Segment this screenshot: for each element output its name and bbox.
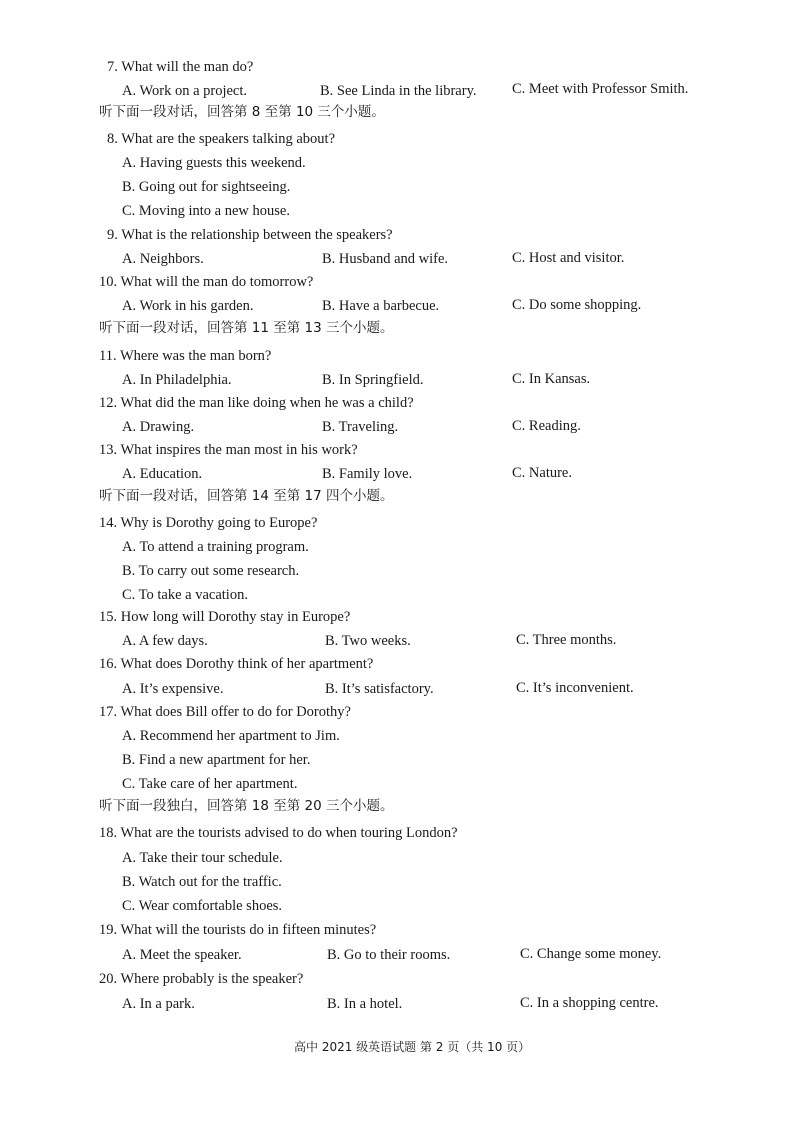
option-10b: B. Have a barbecue. bbox=[322, 298, 440, 314]
option-17b: B. Find a new apartment for her. bbox=[122, 752, 311, 768]
option-19c: C. Change some money. bbox=[520, 946, 662, 962]
option-16b: B. It’s satisfactory. bbox=[325, 681, 434, 697]
option-15a: A. A few days. bbox=[122, 633, 208, 649]
question-20: 20. Where probably is the speaker? bbox=[99, 971, 304, 987]
question-12: 12. What did the man like doing when he was a child? bbox=[99, 395, 414, 411]
option-7a: A. Work on a project. bbox=[122, 83, 248, 99]
option-8a: A. Having guests this weekend. bbox=[122, 155, 306, 171]
question-14: 14. Why is Dorothy going to Europe? bbox=[99, 515, 318, 531]
option-10a: A. Work in his garden. bbox=[122, 298, 254, 314]
question-11: 11. Where was the man born? bbox=[99, 348, 272, 364]
option-17a: A. Recommend her apartment to Jim. bbox=[122, 728, 340, 744]
option-17c: C. Take care of her apartment. bbox=[122, 776, 298, 792]
option-20b: B. In a hotel. bbox=[327, 996, 403, 1012]
option-12a: A. Drawing. bbox=[122, 419, 195, 435]
question-16: 16. What does Dorothy think of her apartment? bbox=[99, 656, 374, 672]
option-14b: B. To carry out some research. bbox=[122, 563, 300, 579]
option-18c: C. Wear comfortable shoes. bbox=[122, 898, 283, 914]
option-11b: B. In Springfield. bbox=[322, 372, 424, 388]
question-19: 19. What will the tourists do in fifteen minutes? bbox=[99, 922, 377, 938]
option-16a: A. It’s expensive. bbox=[122, 681, 224, 697]
option-13c: C. Nature. bbox=[512, 465, 572, 481]
page-footer: 高中 2021 级英语试题 第 2 页（共 10 页） bbox=[294, 1040, 531, 1054]
section-instruction: 听下面一段对话，回答第 11 至第 13 三个小题。 bbox=[99, 320, 394, 336]
section-instruction: 听下面一段对话，回答第 8 至第 10 三个小题。 bbox=[99, 104, 385, 120]
option-18a: A. Take their tour schedule. bbox=[122, 850, 283, 866]
section-instruction: 听下面一段独白，回答第 18 至第 20 三个小题。 bbox=[99, 798, 394, 814]
option-7b: B. See Linda in the library. bbox=[320, 83, 477, 99]
option-13b: B. Family love. bbox=[322, 466, 413, 482]
question-18: 18. What are the tourists advised to do when touring London? bbox=[99, 825, 458, 841]
option-14c: C. To take a vacation. bbox=[122, 587, 248, 603]
question-10: 10. What will the man do tomorrow? bbox=[99, 274, 314, 290]
option-15c: C. Three months. bbox=[516, 632, 617, 648]
option-12c: C. Reading. bbox=[512, 418, 581, 434]
question-9: 9. What is the relationship between the speakers? bbox=[107, 227, 393, 243]
section-instruction: 听下面一段对话，回答第 14 至第 17 四个小题。 bbox=[99, 488, 394, 504]
option-15b: B. Two weeks. bbox=[325, 633, 411, 649]
option-9c: C. Host and visitor. bbox=[512, 250, 625, 266]
question-13: 13. What inspires the man most in his work? bbox=[99, 442, 358, 458]
option-19b: B. Go to their rooms. bbox=[327, 947, 451, 963]
question-15: 15. How long will Dorothy stay in Europe? bbox=[99, 609, 351, 625]
option-13a: A. Education. bbox=[122, 466, 203, 482]
option-8c: C. Moving into a new house. bbox=[122, 203, 290, 219]
option-11a: A. In Philadelphia. bbox=[122, 372, 232, 388]
option-14a: A. To attend a training program. bbox=[122, 539, 309, 555]
question-7: 7. What will the man do? bbox=[107, 59, 254, 75]
option-7c: C. Meet with Professor Smith. bbox=[512, 81, 689, 97]
option-10c: C. Do some shopping. bbox=[512, 297, 642, 313]
option-20c: C. In a shopping centre. bbox=[520, 995, 659, 1011]
question-8: 8. What are the speakers talking about? bbox=[107, 131, 336, 147]
option-11c: C. In Kansas. bbox=[512, 371, 591, 387]
option-20a: A. In a park. bbox=[122, 996, 195, 1012]
option-16c: C. It’s inconvenient. bbox=[516, 680, 634, 696]
option-9a: A. Neighbors. bbox=[122, 251, 204, 267]
option-18b: B. Watch out for the traffic. bbox=[122, 874, 282, 890]
option-8b: B. Going out for sightseeing. bbox=[122, 179, 291, 195]
question-17: 17. What does Bill offer to do for Dorothy? bbox=[99, 704, 351, 720]
option-12b: B. Traveling. bbox=[322, 419, 399, 435]
option-19a: A. Meet the speaker. bbox=[122, 947, 242, 963]
option-9b: B. Husband and wife. bbox=[322, 251, 449, 267]
